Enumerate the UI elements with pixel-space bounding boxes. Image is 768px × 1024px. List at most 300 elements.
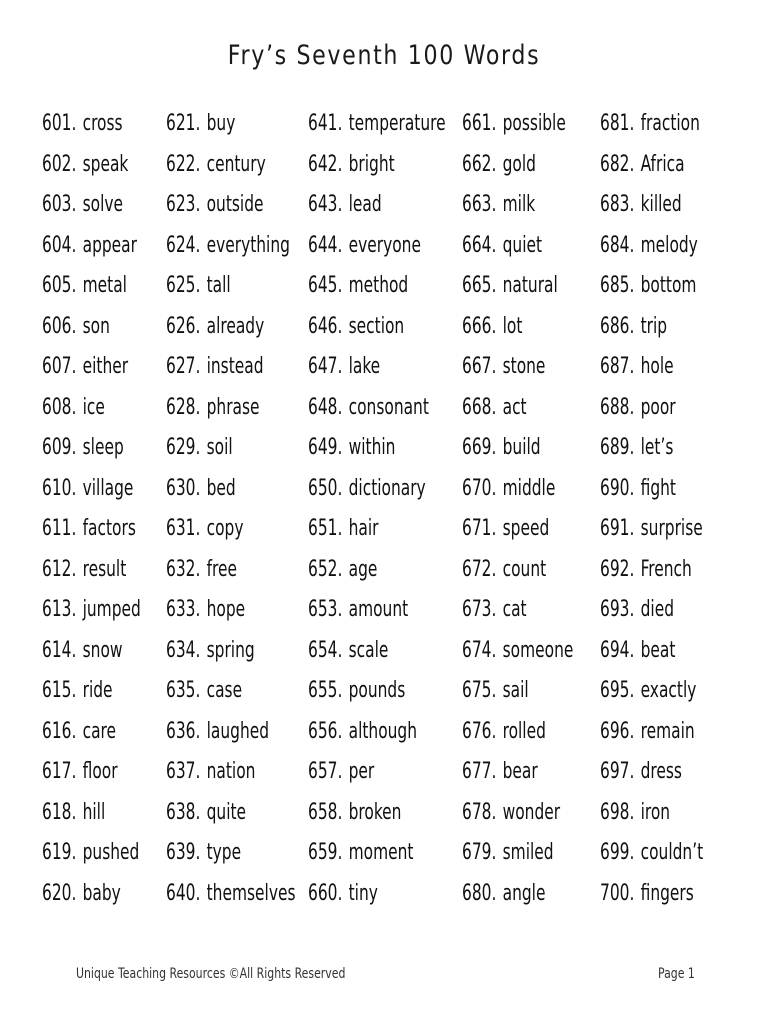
word-list-item	[42, 631, 141, 672]
word-number: 632.	[166, 556, 201, 582]
word-text: moment	[348, 840, 414, 865]
word-list-item	[308, 631, 446, 672]
word-number: 639.	[166, 840, 201, 865]
word-list-item	[600, 712, 703, 753]
word-number: 656.	[308, 718, 343, 744]
word-text: consonant	[348, 394, 429, 420]
word-text: type	[206, 840, 242, 865]
word-text: sleep	[82, 435, 124, 460]
word-number: 663.	[462, 192, 497, 217]
word-list-item	[462, 590, 573, 631]
word-number: 672.	[462, 556, 497, 582]
word-text: couldn’t	[640, 840, 704, 865]
word-number: 674.	[462, 637, 497, 663]
word-list-item	[462, 509, 573, 550]
word-list-item	[600, 226, 703, 267]
word-text: free	[206, 556, 238, 582]
word-number: 613.	[42, 597, 77, 622]
word-text: soil	[206, 435, 233, 460]
word-text: fight	[640, 475, 676, 501]
word-list-item	[166, 226, 296, 267]
word-list-item	[462, 793, 573, 834]
word-text: melody	[640, 232, 698, 258]
word-list-item	[308, 793, 446, 834]
word-number: 685.	[600, 273, 635, 298]
word-text: care	[82, 718, 117, 744]
word-number: 619.	[42, 840, 77, 865]
word-number: 682.	[600, 151, 635, 177]
word-text: poor	[640, 394, 676, 420]
word-number: 691.	[600, 516, 635, 541]
word-number: 626.	[166, 313, 201, 339]
word-number: 664.	[462, 232, 497, 258]
word-list-item	[600, 590, 703, 631]
word-number: 675.	[462, 678, 497, 703]
word-number: 604.	[42, 232, 77, 258]
word-list-item	[308, 469, 446, 510]
word-list-item	[42, 185, 141, 226]
word-text: laughed	[206, 718, 270, 744]
word-number: 673.	[462, 597, 497, 622]
word-text: instead	[206, 354, 264, 379]
word-text: someone	[502, 637, 574, 663]
word-list-item	[42, 671, 141, 712]
word-list-item	[600, 752, 703, 793]
word-text: pounds	[348, 678, 406, 703]
word-number: 620.	[42, 880, 77, 906]
word-list-item	[42, 388, 141, 429]
word-number: 653.	[308, 597, 343, 622]
word-text: trip	[640, 313, 668, 339]
word-text: although	[348, 718, 418, 744]
word-number: 618.	[42, 799, 77, 825]
word-text: lake	[348, 354, 381, 379]
word-number: 611.	[42, 516, 77, 541]
word-list-item	[166, 307, 296, 348]
word-list-item	[166, 145, 296, 186]
word-number: 633.	[166, 597, 201, 622]
word-text: wonder	[502, 799, 561, 825]
word-list-item	[462, 347, 573, 388]
word-number: 677.	[462, 759, 497, 784]
word-text: within	[348, 435, 396, 460]
word-list-item	[600, 631, 703, 672]
word-number: 669.	[462, 435, 497, 460]
footer-page-number: Page 1	[658, 966, 695, 982]
word-list-item	[600, 509, 703, 550]
word-number: 700.	[600, 880, 635, 906]
word-list-item	[308, 671, 446, 712]
word-text: method	[348, 273, 409, 298]
word-list-item	[600, 145, 703, 186]
word-number: 679.	[462, 840, 497, 865]
word-number: 607.	[42, 354, 77, 379]
word-list-item	[462, 307, 573, 348]
word-text: bright	[348, 151, 395, 177]
word-text: remain	[640, 718, 695, 744]
footer-copyright: Unique Teaching Resources ©All Rights Reserved	[76, 966, 346, 982]
word-text: died	[640, 597, 675, 622]
word-text: copy	[206, 516, 244, 541]
word-number: 641.	[308, 111, 343, 136]
word-number: 623.	[166, 192, 201, 217]
word-number: 671.	[462, 516, 497, 541]
word-list-item	[462, 185, 573, 226]
word-list-item	[308, 185, 446, 226]
word-list-item	[600, 874, 703, 915]
word-list-item	[600, 671, 703, 712]
word-text: lot	[502, 313, 523, 339]
word-number: 686.	[600, 313, 635, 339]
word-number: 660.	[308, 880, 343, 906]
word-text: milk	[502, 192, 536, 217]
word-text: bottom	[640, 273, 697, 298]
word-number: 615.	[42, 678, 77, 703]
word-number: 640.	[166, 880, 201, 906]
word-text: bear	[502, 759, 538, 784]
word-list-item	[166, 590, 296, 631]
word-list-item	[42, 307, 141, 348]
word-list-item	[166, 266, 296, 307]
word-list-item	[166, 833, 296, 874]
word-list-item	[166, 874, 296, 915]
word-text: possible	[502, 111, 566, 136]
word-text: Africa	[640, 151, 685, 177]
word-column-4	[462, 104, 605, 914]
word-text: build	[502, 435, 541, 460]
word-text: cross	[82, 111, 123, 136]
word-number: 637.	[166, 759, 201, 784]
word-number: 676.	[462, 718, 497, 744]
word-list-item	[166, 469, 296, 510]
word-number: 608.	[42, 394, 77, 420]
word-number: 645.	[308, 273, 343, 298]
word-column-1	[42, 104, 169, 914]
word-number: 643.	[308, 192, 343, 217]
word-list-item	[462, 874, 573, 915]
word-text: solve	[82, 192, 124, 217]
word-list-item	[166, 185, 296, 226]
word-list-item	[600, 104, 703, 145]
word-number: 690.	[600, 475, 635, 501]
word-list-item	[308, 145, 446, 186]
word-text: cat	[502, 597, 527, 622]
word-text: hope	[206, 597, 246, 622]
word-text: killed	[640, 192, 682, 217]
word-text: ice	[82, 394, 105, 420]
word-text: let’s	[640, 435, 674, 460]
word-text: dictionary	[348, 475, 426, 501]
word-number: 648.	[308, 394, 343, 420]
word-list-item	[166, 793, 296, 834]
word-number: 634.	[166, 637, 201, 663]
word-number: 684.	[600, 232, 635, 258]
word-text: century	[206, 151, 266, 177]
word-list-item	[600, 307, 703, 348]
word-list-item	[462, 550, 573, 591]
word-list-item	[42, 509, 141, 550]
word-text: pushed	[82, 840, 140, 865]
word-number: 697.	[600, 759, 635, 784]
word-number: 680.	[462, 880, 497, 906]
word-number: 670.	[462, 475, 497, 501]
word-text: gold	[502, 151, 536, 177]
word-list-item	[462, 671, 573, 712]
word-text: tiny	[348, 880, 378, 906]
word-list-item	[462, 104, 573, 145]
word-list-item	[462, 752, 573, 793]
word-text: nation	[206, 759, 256, 784]
word-number: 635.	[166, 678, 201, 703]
word-number: 606.	[42, 313, 77, 339]
word-list-item	[42, 752, 141, 793]
word-list-item	[42, 550, 141, 591]
word-text: appear	[82, 232, 137, 258]
word-number: 650.	[308, 475, 343, 501]
word-number: 624.	[166, 232, 201, 258]
word-text: hill	[82, 799, 106, 825]
word-number: 638.	[166, 799, 201, 825]
word-list-item	[42, 833, 141, 874]
word-number: 692.	[600, 556, 635, 582]
word-list-item	[462, 388, 573, 429]
word-text: factors	[82, 516, 136, 541]
word-text: surprise	[640, 516, 703, 541]
word-number: 688.	[600, 394, 635, 420]
word-text: iron	[640, 799, 671, 825]
word-list-item	[308, 226, 446, 267]
word-number: 614.	[42, 637, 77, 663]
word-text: act	[502, 394, 527, 420]
word-number: 687.	[600, 354, 635, 379]
word-number: 642.	[308, 151, 343, 177]
word-number: 662.	[462, 151, 497, 177]
word-text: either	[82, 354, 129, 379]
word-list-item	[308, 428, 446, 469]
word-text: per	[348, 759, 375, 784]
word-number: 616.	[42, 718, 77, 744]
word-text: village	[82, 475, 134, 501]
word-list-item	[42, 428, 141, 469]
word-list-item	[166, 671, 296, 712]
word-list-item	[600, 428, 703, 469]
word-number: 646.	[308, 313, 343, 339]
word-list-item	[308, 104, 446, 145]
word-text: count	[502, 556, 547, 582]
word-list-item	[166, 712, 296, 753]
word-number: 603.	[42, 192, 77, 217]
word-number: 698.	[600, 799, 635, 825]
word-text: result	[82, 556, 127, 582]
word-column-5	[600, 104, 732, 914]
word-text: spring	[206, 637, 255, 663]
word-number: 602.	[42, 151, 77, 177]
word-list-item	[462, 145, 573, 186]
word-list-item	[166, 104, 296, 145]
word-list-item	[462, 833, 573, 874]
word-list-item	[600, 550, 703, 591]
word-text: everything	[206, 232, 290, 258]
word-number: 605.	[42, 273, 77, 298]
word-text: floor	[82, 759, 118, 784]
word-list-item	[42, 469, 141, 510]
word-text: amount	[348, 597, 409, 622]
word-text: scale	[348, 637, 389, 663]
word-number: 629.	[166, 435, 201, 460]
word-number: 636.	[166, 718, 201, 744]
word-text: broken	[348, 799, 402, 825]
word-column-3	[308, 104, 484, 914]
word-text: outside	[206, 192, 264, 217]
word-list-item	[308, 712, 446, 753]
word-number: 661.	[462, 111, 497, 136]
word-text: French	[640, 556, 692, 582]
word-list-item	[308, 347, 446, 388]
word-text: natural	[502, 273, 558, 298]
word-list-item	[600, 833, 703, 874]
word-list-item	[462, 226, 573, 267]
word-list-item	[600, 469, 703, 510]
word-list-item	[166, 428, 296, 469]
word-text: metal	[82, 273, 127, 298]
word-number: 699.	[600, 840, 635, 865]
word-number: 681.	[600, 111, 635, 136]
word-list-item	[42, 712, 141, 753]
word-number: 694.	[600, 637, 635, 663]
word-text: middle	[502, 475, 556, 501]
word-list-item	[308, 833, 446, 874]
word-list-item	[308, 590, 446, 631]
word-list-item	[166, 509, 296, 550]
word-number: 622.	[166, 151, 201, 177]
word-list-item	[42, 874, 141, 915]
word-number: 667.	[462, 354, 497, 379]
word-text: temperature	[348, 111, 446, 136]
word-number: 693.	[600, 597, 635, 622]
word-list-item	[42, 347, 141, 388]
word-number: 601.	[42, 111, 77, 136]
word-text: lead	[348, 192, 382, 217]
word-number: 651.	[308, 516, 343, 541]
word-list-item	[166, 752, 296, 793]
word-list-item	[42, 104, 141, 145]
word-list-item	[42, 793, 141, 834]
word-text: speed	[502, 516, 550, 541]
word-number: 655.	[308, 678, 343, 703]
word-number: 647.	[308, 354, 343, 379]
word-list-item	[308, 388, 446, 429]
word-text: hole	[640, 354, 674, 379]
word-number: 683.	[600, 192, 635, 217]
word-text: fraction	[640, 111, 700, 136]
word-text: quiet	[502, 232, 543, 258]
page-title: Fry’s Seventh 100 Words	[227, 40, 541, 71]
word-text: stone	[502, 354, 546, 379]
word-list-item	[462, 631, 573, 672]
word-text: exactly	[640, 678, 697, 703]
word-text: themselves	[206, 880, 296, 906]
word-number: 617.	[42, 759, 77, 784]
word-list-item	[600, 388, 703, 429]
word-list-item	[462, 712, 573, 753]
word-list-item	[166, 388, 296, 429]
word-list-item	[308, 307, 446, 348]
word-number: 627.	[166, 354, 201, 379]
word-number: 678.	[462, 799, 497, 825]
word-number: 665.	[462, 273, 497, 298]
word-text: fingers	[640, 880, 694, 906]
word-number: 610.	[42, 475, 77, 501]
word-text: baby	[82, 880, 121, 906]
word-number: 609.	[42, 435, 77, 460]
word-number: 658.	[308, 799, 343, 825]
word-text: beat	[640, 637, 676, 663]
word-list-item	[42, 226, 141, 267]
word-text: angle	[502, 880, 546, 906]
word-text: buy	[206, 111, 236, 136]
word-list-item	[308, 550, 446, 591]
word-number: 696.	[600, 718, 635, 744]
word-list-item	[42, 590, 141, 631]
word-number: 659.	[308, 840, 343, 865]
word-list-item	[600, 266, 703, 307]
word-text: everyone	[348, 232, 421, 258]
word-number: 625.	[166, 273, 201, 298]
word-list-item	[308, 752, 446, 793]
word-text: tall	[206, 273, 231, 298]
word-number: 630.	[166, 475, 201, 501]
word-list-item	[600, 185, 703, 226]
word-number: 621.	[166, 111, 201, 136]
word-text: phrase	[206, 394, 260, 420]
word-text: section	[348, 313, 405, 339]
word-number: 657.	[308, 759, 343, 784]
word-number: 649.	[308, 435, 343, 460]
word-list-item	[600, 793, 703, 834]
word-text: ride	[82, 678, 113, 703]
word-list-item	[462, 266, 573, 307]
word-text: son	[82, 313, 110, 339]
word-text: snow	[82, 637, 123, 663]
word-list-item	[462, 428, 573, 469]
word-number: 668.	[462, 394, 497, 420]
word-list-item	[308, 874, 446, 915]
word-list-item	[166, 550, 296, 591]
word-number: 666.	[462, 313, 497, 339]
word-number: 628.	[166, 394, 201, 420]
word-number: 644.	[308, 232, 343, 258]
word-list-item	[42, 145, 141, 186]
word-number: 631.	[166, 516, 201, 541]
word-list-item	[166, 347, 296, 388]
word-list-item	[308, 266, 446, 307]
word-text: case	[206, 678, 243, 703]
word-number: 689.	[600, 435, 635, 460]
word-text: hair	[348, 516, 379, 541]
word-text: quite	[206, 799, 247, 825]
word-list-item	[462, 469, 573, 510]
word-number: 612.	[42, 556, 77, 582]
word-text: sail	[502, 678, 529, 703]
word-text: rolled	[502, 718, 546, 744]
word-list-item	[308, 509, 446, 550]
word-list-item	[600, 347, 703, 388]
word-list-item	[166, 631, 296, 672]
word-number: 695.	[600, 678, 635, 703]
word-text: speak	[82, 151, 129, 177]
word-text: already	[206, 313, 265, 339]
word-text: jumped	[82, 597, 141, 622]
